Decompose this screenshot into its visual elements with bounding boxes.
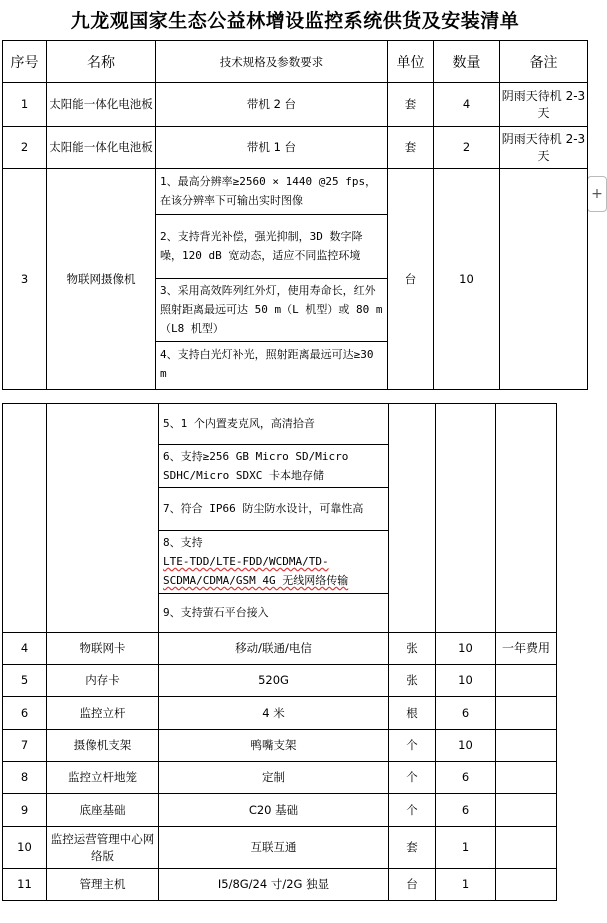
spec-item: 5、1 个内置麦克风，高清拾音 [159, 404, 388, 444]
cell-seq: 8 [3, 762, 47, 794]
table-row [3, 665, 557, 697]
cell-name: 底座基础 [47, 794, 159, 827]
cell-spec: 鸭嘴支架 [159, 730, 389, 762]
spec-item: 4、支持白光灯补光，照射距离最远可达≥30 m [160, 347, 374, 380]
cell-note [496, 697, 557, 730]
cell-qty: 1 [436, 827, 496, 869]
cell-name [47, 404, 159, 633]
cell-qty [436, 404, 496, 633]
cell-name: 监控运营管理中心网络版 [47, 827, 159, 869]
document-title: 九龙观国家生态公益林增设监控系统供货及安装清单 [70, 10, 520, 32]
cell-spec: 移动/联通/电信 [159, 633, 389, 665]
table-row [3, 794, 557, 827]
spec-item [159, 530, 388, 593]
cell-qty: 10 [436, 730, 496, 762]
cell-name: 物联网摄像机 [47, 169, 156, 390]
cell-unit: 套 [388, 83, 434, 127]
table-row [3, 169, 588, 390]
cell-note: 一年费用 [496, 633, 557, 665]
cell-qty: 4 [434, 83, 500, 127]
cell-note [496, 730, 557, 762]
cell-seq: 3 [3, 169, 47, 390]
cell-seq: 1 [3, 83, 47, 127]
table-row [3, 827, 557, 869]
cell-spec-list [159, 404, 389, 633]
add-button[interactable]: + [587, 176, 607, 212]
table-row [3, 869, 557, 901]
cell-note [496, 404, 557, 633]
cell-unit [389, 404, 436, 633]
cell-qty: 10 [436, 665, 496, 697]
header-seq: 序号 [3, 41, 47, 83]
cell-note [500, 169, 588, 390]
header-spec: 技术规格及参数要求 [156, 41, 388, 83]
cell-name: 管理主机 [47, 869, 159, 901]
cell-unit: 台 [389, 869, 436, 901]
cell-seq [3, 404, 47, 633]
spec-item-line: LTE-TDD/LTE-FDD/WCDMA/TD-SCDMA/CDMA/GSM 4G 无线网络传输 [163, 555, 349, 587]
header-qty: 数量 [434, 41, 500, 83]
table-row [3, 697, 557, 730]
cell-name: 摄像机支架 [47, 730, 159, 762]
cell-spec: 带机 2 台 [156, 83, 388, 127]
table-row [3, 762, 557, 794]
cell-qty: 6 [436, 762, 496, 794]
spec-list [159, 404, 388, 631]
cell-unit: 个 [389, 762, 436, 794]
header-row [3, 41, 588, 83]
cell-unit: 根 [389, 697, 436, 730]
cell-seq: 11 [3, 869, 47, 901]
cell-name: 太阳能一体化电池板 [47, 127, 156, 169]
cell-name: 物联网卡 [47, 633, 159, 665]
cell-unit: 个 [389, 794, 436, 827]
spec-list [156, 169, 387, 386]
cell-seq: 2 [3, 127, 47, 169]
cell-spec: 带机 1 台 [156, 127, 388, 169]
equipment-table-page1 [2, 40, 588, 390]
header-note: 备注 [500, 41, 588, 83]
cell-spec: 520G [159, 665, 389, 697]
cell-name: 监控立杆地笼 [47, 762, 159, 794]
cell-note [496, 794, 557, 827]
cell-unit: 台 [388, 169, 434, 390]
table-row [3, 127, 588, 169]
cell-spec: 4 米 [159, 697, 389, 730]
table-row [3, 730, 557, 762]
cell-note [496, 827, 557, 869]
cell-seq: 5 [3, 665, 47, 697]
cell-seq: 10 [3, 827, 47, 869]
cell-name: 监控立杆 [47, 697, 159, 730]
cell-qty: 10 [436, 633, 496, 665]
cell-spec: I5/8G/24 寸/2G 独显 [159, 869, 389, 901]
cell-name: 内存卡 [47, 665, 159, 697]
cell-qty: 6 [436, 794, 496, 827]
cell-qty: 2 [434, 127, 500, 169]
table-row [3, 633, 557, 665]
spec-item: 3、采用高效阵列红外灯，使用寿命长，红外照射距离最远可达 50 m（L 机型）或 80 m（L8 机型） [156, 278, 387, 341]
cell-spec: 定制 [159, 762, 389, 794]
spec-item: 6、支持≥256 GB Micro SD/Micro SDHC/Micro SDXC 卡本地存储 [159, 444, 388, 487]
spec-item-line: 8、支持 [163, 536, 203, 549]
cell-unit: 张 [389, 665, 436, 697]
cell-note [496, 762, 557, 794]
spec-item: 2、支持背光补偿，强光抑制，3D 数字降噪，120 dB 宽动态，适应不同监控环境 [156, 214, 387, 278]
table-row [3, 404, 557, 633]
cell-unit: 张 [389, 633, 436, 665]
spec-item: 7、符合 IP66 防尘防水设计，可靠性高 [159, 487, 388, 530]
cell-spec: C20 基础 [159, 794, 389, 827]
cell-name: 太阳能一体化电池板 [47, 83, 156, 127]
cell-seq: 7 [3, 730, 47, 762]
spec-item: 9、支持萤石平台接入 [163, 605, 269, 619]
cell-note: 阴雨天待机 2-3 天 [500, 83, 588, 127]
equipment-table-page2 [2, 403, 557, 901]
cell-seq: 4 [3, 633, 47, 665]
cell-seq: 6 [3, 697, 47, 730]
cell-unit: 套 [388, 127, 434, 169]
header-name: 名称 [47, 41, 156, 83]
table-row [3, 83, 588, 127]
cell-unit: 个 [389, 730, 436, 762]
spec-item: 1、最高分辨率≥2560 × 1440 @25 fps，在该分辨率下可输出实时图像 [156, 169, 387, 214]
cell-note [496, 665, 557, 697]
cell-note: 阴雨天待机 2-3 天 [500, 127, 588, 169]
cell-note [496, 869, 557, 901]
header-unit: 单位 [388, 41, 434, 83]
cell-qty: 6 [436, 697, 496, 730]
cell-spec: 互联互通 [159, 827, 389, 869]
cell-spec-list [156, 169, 388, 390]
cell-qty: 10 [434, 169, 500, 390]
cell-unit: 套 [389, 827, 436, 869]
cell-seq: 9 [3, 794, 47, 827]
cell-qty: 1 [436, 869, 496, 901]
